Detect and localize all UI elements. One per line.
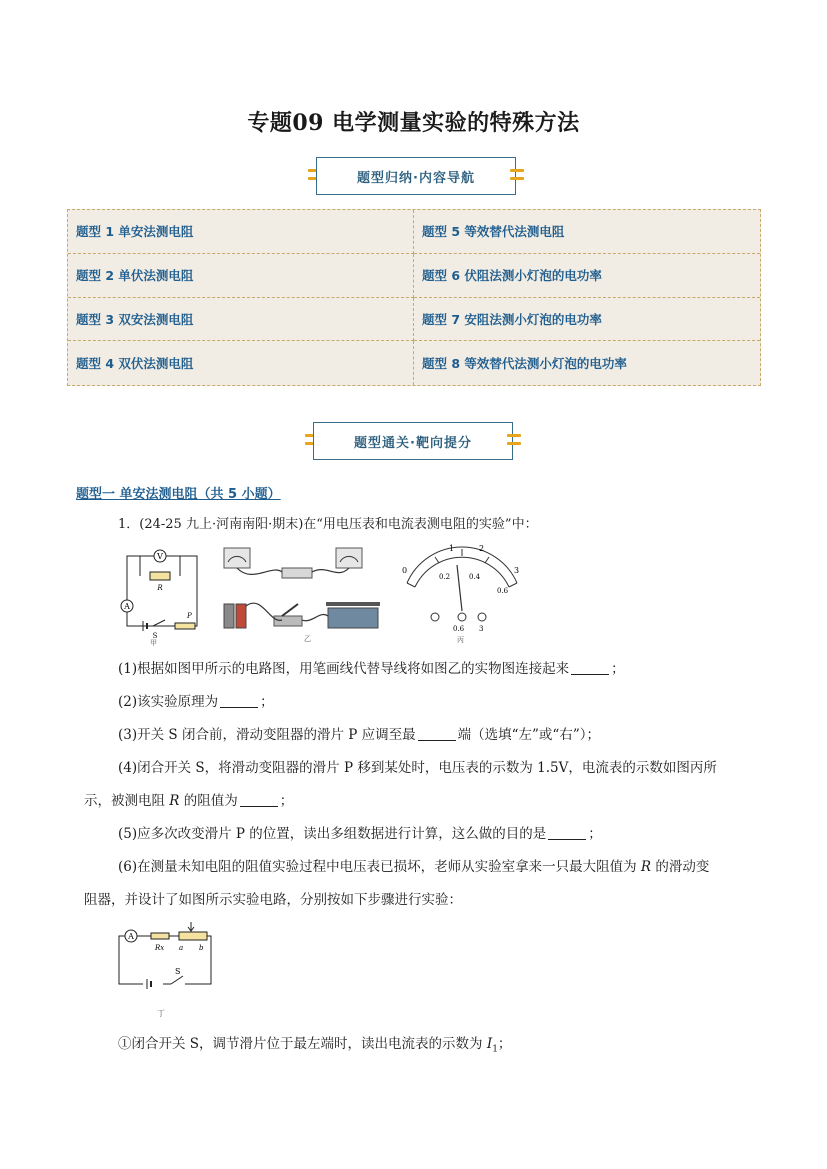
switch-device <box>274 616 302 626</box>
sub6-text: (6)在测量未知电阻的阻值实验过程中电压表已损坏，老师从实验室拿来一只最大阻值为 <box>118 859 637 875</box>
sub-question-6-line2: 阻器，并设计了如图所示实验电路，分别按如下步骤进行实验： <box>84 892 462 908</box>
sub6-text-b: 的滑动变 <box>655 859 710 875</box>
jia-label-s: S <box>152 632 158 640</box>
step1-end: ； <box>497 1036 512 1052</box>
sub-question-3 <box>118 725 600 745</box>
answer-blank-1[interactable] <box>571 660 609 675</box>
nav-banner-wrap <box>308 155 524 197</box>
question-intro: 1．(24-25 九上·河南南阳·期末)在“用电压表和电流表测电阻的实验”中： <box>118 517 538 532</box>
figure-bing-meter <box>397 543 527 643</box>
ding-rheostat <box>179 932 207 940</box>
sub-question-2 <box>118 692 274 712</box>
sub4-text: 示，被测电阻 <box>84 793 165 809</box>
sub3-end: 端（选填“左”或“右”）； <box>457 727 600 743</box>
nav-item-8[interactable]: 题型 8 等效替代法测小灯泡的电功率 <box>422 356 627 372</box>
sub-question-5 <box>118 824 602 844</box>
answer-blank-4[interactable] <box>240 792 278 807</box>
banner-right-bar-top <box>510 169 524 172</box>
ammeter-device <box>336 548 362 568</box>
nav-item-6[interactable]: 题型 6 伏阻法测小灯泡的电功率 <box>414 254 760 298</box>
ding-label-s: S <box>175 967 181 976</box>
battery-device-1 <box>224 604 234 628</box>
figure-yi-apparatus <box>212 544 392 644</box>
ding-resistor-rx <box>151 933 169 939</box>
sub4-end: ； <box>279 793 294 809</box>
sub1-end: ； <box>611 661 625 677</box>
yi-caption: 乙 <box>304 635 311 643</box>
bing-terminal-06: 0.6 <box>453 625 465 633</box>
terminal-neg <box>431 613 439 621</box>
sub5-end: ； <box>588 826 602 842</box>
battery-device-2 <box>236 604 246 628</box>
ding-label-rx: Rx <box>155 944 165 952</box>
nav-item-5[interactable]: 题型 5 等效替代法测电阻 <box>414 210 760 254</box>
rheostat-symbol <box>175 623 195 629</box>
bing-bottom-1: 0.2 <box>439 573 451 581</box>
jia-label-r: R <box>157 584 163 592</box>
terminal-3 <box>478 613 486 621</box>
nav-item-3[interactable]: 题型 3 双安法测电阻 <box>68 298 414 342</box>
resistor-r-symbol <box>150 572 170 580</box>
nav-table <box>67 209 761 386</box>
jia-caption: 甲 <box>150 639 157 646</box>
nav-item-2[interactable]: 题型 2 单伏法测电阻 <box>68 254 414 298</box>
sub-question-4-line1: (4)闭合开关 S，将滑动变阻器的滑片 P 移到某处时，电压表的示数为 1.5V，电流表的示数如图丙所 <box>118 760 717 776</box>
sub5-text: (5)应多次改变滑片 P 的位置，读出多组数据进行计算，这么做的目的是 <box>118 826 547 842</box>
sub4-text-b: 的阻值为 <box>183 793 238 809</box>
voltmeter-device <box>224 548 250 568</box>
sub6-var-r: R <box>640 859 652 875</box>
banner-right-bar-top <box>507 434 521 437</box>
banner-right-bar-bottom <box>510 177 524 180</box>
terminal-06 <box>458 613 466 621</box>
ding-label-b-end: b <box>199 944 204 952</box>
answer-blank-3[interactable] <box>418 726 456 741</box>
rheostat-device <box>328 608 378 628</box>
ding-label-a: A <box>128 932 134 941</box>
bing-top-1: 1 <box>449 544 455 553</box>
bing-caption: 丙 <box>457 636 464 643</box>
sub1-text: (1)根据如图甲所示的电路图，用笔画线代替导线将如图乙的实物图连接起来 <box>118 661 570 677</box>
sub2-end: ； <box>260 694 274 710</box>
nav-banner: 题型归纳·内容导航 <box>316 157 516 195</box>
nav-item-4[interactable]: 题型 4 双伏法测电阻 <box>68 341 414 385</box>
meter-needle <box>457 565 462 611</box>
step1-text: ①闭合开关 S，调节滑片位于最左端时，读出电流表的示数为 <box>118 1036 483 1052</box>
sub-question-1 <box>118 659 625 679</box>
figure-ding-circuit <box>115 918 225 1022</box>
page-title: 专题09 电学测量实验的特殊方法 <box>247 110 580 136</box>
bing-bottom-2: 0.4 <box>469 573 481 581</box>
step1-var-i: I <box>486 1036 493 1052</box>
sub2-text: (2)该实验原理为 <box>118 694 219 710</box>
practice-banner: 题型通关·靶向提分 <box>313 422 513 460</box>
bing-top-3: 3 <box>514 566 520 575</box>
figure-jia-circuit <box>105 546 205 646</box>
section-heading[interactable]: 题型一 单安法测电阻（共 5 小题） <box>76 487 281 502</box>
nav-item-7[interactable]: 题型 7 安阻法测小灯泡的电功率 <box>414 298 760 342</box>
answer-blank-5[interactable] <box>548 825 586 840</box>
answer-blank-2[interactable] <box>220 693 258 708</box>
bing-top-2: 2 <box>479 544 485 553</box>
ding-caption: 丁 <box>157 1009 165 1018</box>
practice-banner-wrap <box>305 420 521 462</box>
banner-right-bar-bottom <box>507 442 521 445</box>
step-1 <box>118 1034 511 1060</box>
step1-sub: 1 <box>492 1044 498 1055</box>
jia-label-v: V <box>157 552 163 561</box>
resistor-device <box>282 568 312 578</box>
sub-question-6-line1 <box>118 857 709 877</box>
nav-item-1[interactable]: 题型 1 单安法测电阻 <box>68 210 414 254</box>
sub-question-4-line2 <box>84 791 293 811</box>
bing-top-0: 0 <box>402 566 408 575</box>
bing-terminal-3: 3 <box>479 625 484 633</box>
ding-label-a-end: a <box>179 944 184 952</box>
jia-label-a: A <box>124 602 130 611</box>
jia-label-p: P <box>187 612 192 620</box>
sub3-text: (3)开关 S 闭合前，滑动变阻器的滑片 P 应调至最 <box>118 727 416 743</box>
sub4-var-r: R <box>169 793 180 809</box>
bing-bottom-3: 0.6 <box>497 587 509 595</box>
